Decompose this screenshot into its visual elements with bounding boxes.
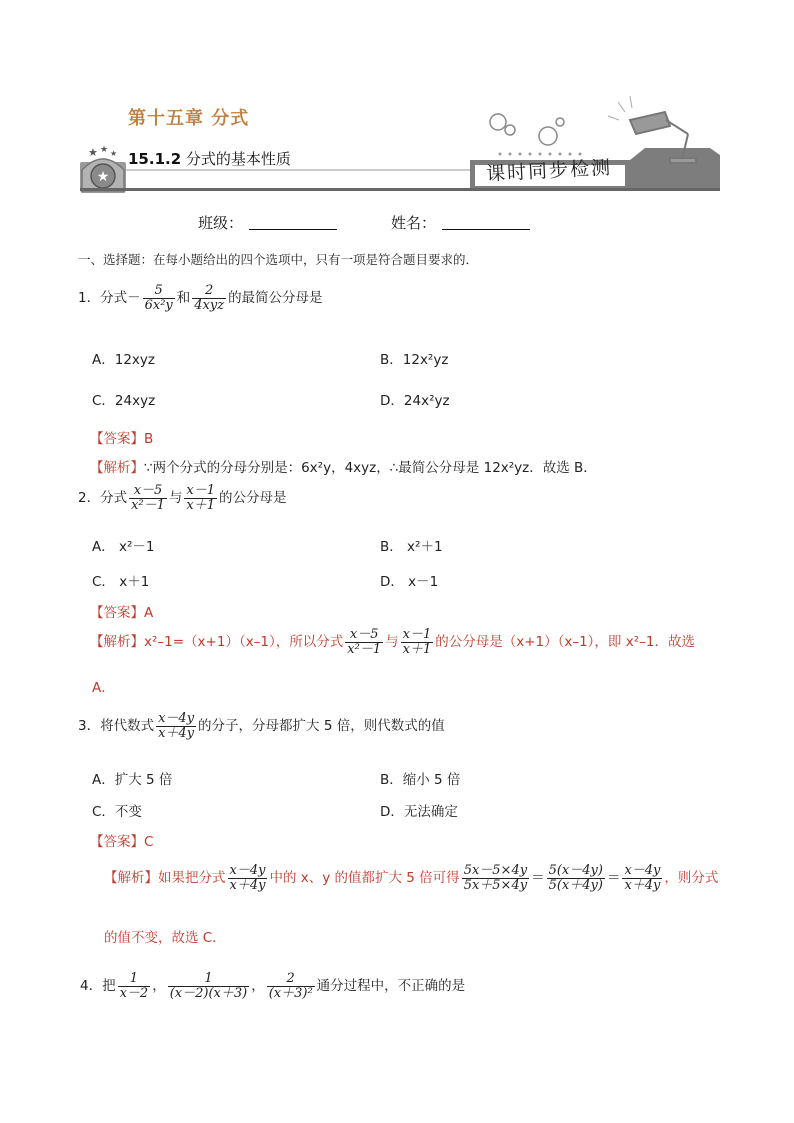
q3-option-d: D．无法确定	[380, 804, 458, 820]
svg-text:★: ★	[110, 149, 118, 158]
q3-fraction: $\frac{x-4y}{x+4y}$	[158, 711, 195, 741]
q1-mid: 和	[176, 290, 191, 307]
svg-text:★: ★	[100, 145, 109, 155]
question-4: 4．把 $\frac{1}{x-2}$ ， $\frac{1}{(x-2)(x+3)}$ ， $\frac{2}{\text{(x＋3)²}}$ 通分过程中，不正确的是	[80, 971, 466, 1001]
name-label: 姓名：	[391, 214, 437, 232]
class-label: 班级：	[198, 214, 244, 232]
svg-text:★: ★	[88, 146, 98, 159]
q3-option-a: A．扩大 5 倍	[92, 772, 173, 788]
section-title	[128, 148, 291, 169]
name-input-line[interactable]	[442, 215, 530, 230]
q1-option-d: D．24x²yz	[380, 393, 450, 409]
q4-fraction-2: $\frac{1}{(x-2)(x+3)}$	[169, 971, 248, 1001]
q2-analysis: 【解析】x²–1=（x+1）（x–1），所以分式 $\frac{x-5}{\text{x²－1}}$ 与 $\frac{x-1}{x+1}$ 的公分母是（x+1）（x–1），即 x²–1．故选	[90, 627, 695, 657]
q2-fraction-1: $\frac{x-5}{\text{x²－1}}$	[131, 483, 165, 513]
question-2: 2．分式 $\frac{x-5}{\text{x²－1}}$ 与 $\frac{x-1}{x+1}$ 的公分母是	[78, 483, 287, 513]
question-3: 3．将代数式 $\frac{x-4y}{x+4y}$ 的分子，分母都扩大 5 倍，则代数式的值	[78, 711, 445, 741]
q1-option-b: B．12x²yz	[380, 352, 449, 368]
q4-fraction-1: $\frac{1}{x-2}$	[119, 971, 149, 1001]
q2-option-c: C． x＋1	[92, 574, 150, 590]
class-field	[198, 212, 337, 233]
q3-option-b: B．缩小 5 倍	[380, 772, 461, 788]
class-input-line[interactable]	[249, 215, 337, 230]
q1-analysis: 【解析】∵两个分式的分母分别是：6x²y，4xyz，∴最简公分母是 12x²yz．故选 B．	[90, 460, 597, 476]
q3-analysis: 【解析】如果把分式 $\frac{x-4y}{x+4y}$ 中的 x、y 的值都扩大 5 倍可得 $\frac{5x-5\times 4y}{5x+5\times 4y}$ ＝ $\frac{5(x-4y)}{5(x+4y)}$ ＝ $\frac{x-4y}{x+4y}$ ，则分式	[104, 863, 719, 893]
q1-fraction-2: $\frac{2}{\text{4xyz}}$	[194, 283, 225, 313]
bubbles-icon	[490, 114, 564, 145]
chapter-title: 第十五章 分式	[128, 108, 250, 129]
star-badge-icon	[80, 145, 126, 192]
q3-option-c: C．不变	[92, 804, 142, 820]
q1-option-a: A．12xyz	[92, 352, 155, 368]
question-1	[78, 284, 323, 312]
q2-analysis-cont: A．	[92, 680, 115, 696]
q1-answer: 【答案】B	[90, 431, 154, 447]
section-name: 分式的基本性质	[181, 150, 291, 168]
q2-option-d: D． x－1	[380, 574, 439, 590]
q1-fraction-1: $\frac{5}{\text{6x²y}}$	[144, 283, 173, 313]
section-number: 15.1.2	[128, 150, 182, 168]
svg-text:★: ★	[96, 169, 110, 185]
q2-fraction-2: $\frac{x-1}{x+1}$	[186, 483, 216, 513]
section-instructions: 一、选择题：在每小题给出的四个选项中，只有一项是符合题目要求的．	[78, 252, 479, 267]
q3-analysis-cont: 的值不变，故选 C．	[104, 930, 226, 946]
q2-answer: 【答案】A	[90, 605, 154, 621]
q1-option-c: C．24xyz	[92, 393, 156, 409]
q2-option-a: A． x²－1	[92, 539, 155, 555]
q4-fraction-3: $\frac{2}{\text{(x＋3)²}}$	[268, 971, 313, 1001]
banner-text: 课时同步检测	[485, 156, 613, 186]
q2-option-b: B． x²＋1	[380, 539, 443, 555]
q1-suffix: 的最简公分母是	[228, 290, 323, 307]
q1-prefix: 1．分式－	[78, 290, 141, 307]
q3-answer: 【答案】C	[90, 834, 154, 850]
name-field	[391, 212, 530, 233]
